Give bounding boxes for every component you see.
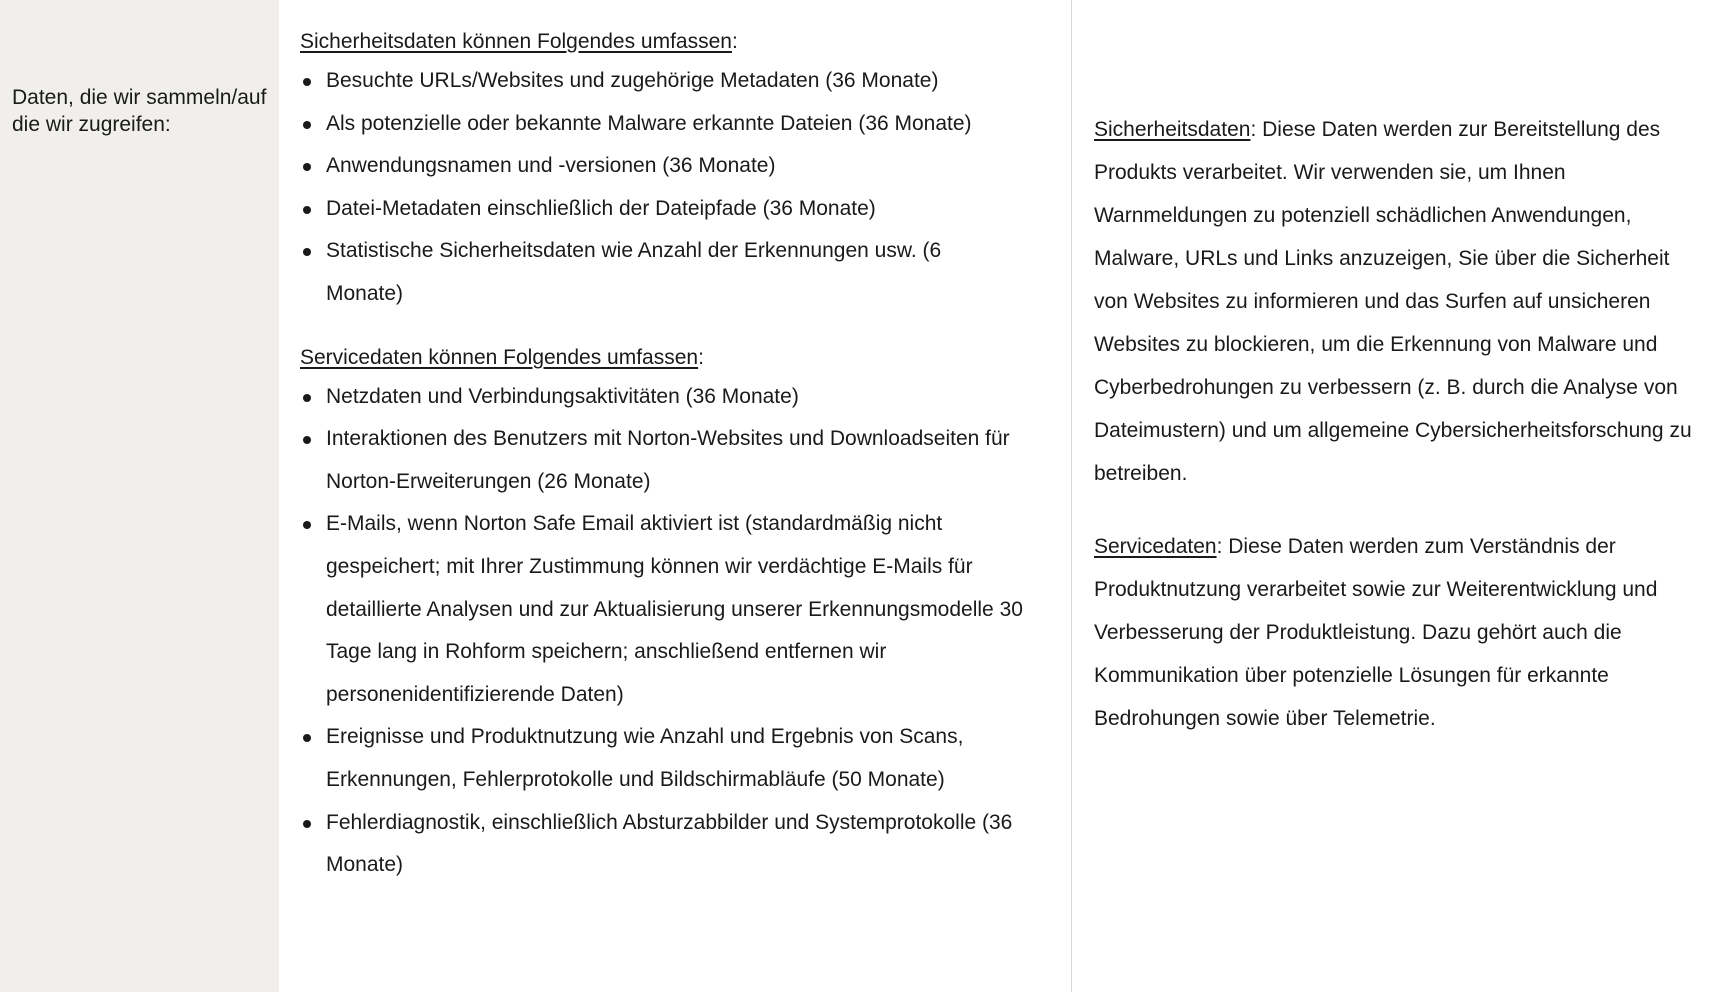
service-data-heading-link[interactable]: Servicedaten können Folgendes umfassen	[300, 345, 699, 369]
list-item: Interaktionen des Benutzers mit Norton-Websites und Downloadseiten für Norton-Erweiterungen (26 Monate)	[300, 418, 1051, 503]
data-collected-cell	[279, 0, 1072, 992]
list-item: Ereignisse und Produktnutzung wie Anzahl und Ergebnis von Scans, Erkennungen, Fehlerprotokolle und Bildschirmabläufe (50 Monate)	[300, 716, 1051, 801]
list-item: Besuchte URLs/Websites und zugehörige Metadaten (36 Monate)	[300, 60, 1051, 103]
service-data-list	[300, 376, 1051, 887]
purpose-cell	[1072, 0, 1710, 992]
list-item: Netzdaten und Verbindungsaktivitäten (36 Monate)	[300, 376, 1051, 419]
service-data-term[interactable]: Servicedaten	[1094, 535, 1217, 558]
service-data-block	[300, 340, 1051, 887]
row-label: Daten, die wir sammeln/auf die wir zugreifen:	[12, 86, 267, 136]
list-item: Anwendungsnamen und -versionen (36 Monate)	[300, 145, 1051, 188]
list-item: Datei-Metadaten einschließlich der Dateipfade (36 Monate)	[300, 188, 1051, 231]
list-item: Fehlerdiagnostik, einschließlich Absturzabbilder und Systemprotokolle (36 Monate)	[300, 802, 1051, 887]
security-data-purpose: Sicherheitsdaten: Diese Daten werden zur Bereitstellung des Produkts verarbeitet. Wir verwenden sie, um Ihnen Warnmeldungen zu potenziell schädlichen Anwendungen, Malware, URLs und Links anzuzeigen, Sie über die Sicherheit von Websites zu informieren und das Surfen auf unsicheren Websites zu blockieren, um die Erkennung von Malware und Cyberbedrohungen zu verbessern (z. B. durch die Analyse von Dateimustern) und um allgemeine Cybersicherheitsforschung zu betreiben.	[1094, 118, 1692, 485]
row-label-cell	[0, 0, 279, 992]
security-data-heading: Sicherheitsdaten können Folgendes umfassen:	[300, 30, 738, 53]
service-data-purpose: Servicedaten: Diese Daten werden zum Verständnis der Produktnutzung verarbeitet sowie zur Weiterentwicklung und Verbesserung der Produktleistung. Dazu gehört auch die Kommunikation über potenzielle Lösungen für erkannte Bedrohungen sowie über Telemetrie.	[1094, 535, 1658, 730]
security-data-heading-link[interactable]: Sicherheitsdaten können Folgendes umfassen	[300, 30, 732, 53]
service-data-heading: Servicedaten können Folgendes umfassen:	[300, 345, 704, 369]
list-item: Statistische Sicherheitsdaten wie Anzahl der Erkennungen usw. (6 Monate)	[300, 230, 1051, 315]
security-data-list	[300, 60, 1051, 316]
list-item: Als potenzielle oder bekannte Malware erkannte Dateien (36 Monate)	[300, 103, 1051, 146]
list-item: E-Mails, wenn Norton Safe Email aktiviert ist (standardmäßig nicht gespeichert; mit Ihrer Zustimmung können wir verdächtige E-Mails für detaillierte Analysen und zur Aktualisierung unserer Erkennungsmodelle 30 Tage lang in Rohform speichern; anschließend entfernen wir personenidentifizierende Daten)	[300, 503, 1051, 716]
security-data-term[interactable]: Sicherheitsdaten	[1094, 118, 1251, 141]
